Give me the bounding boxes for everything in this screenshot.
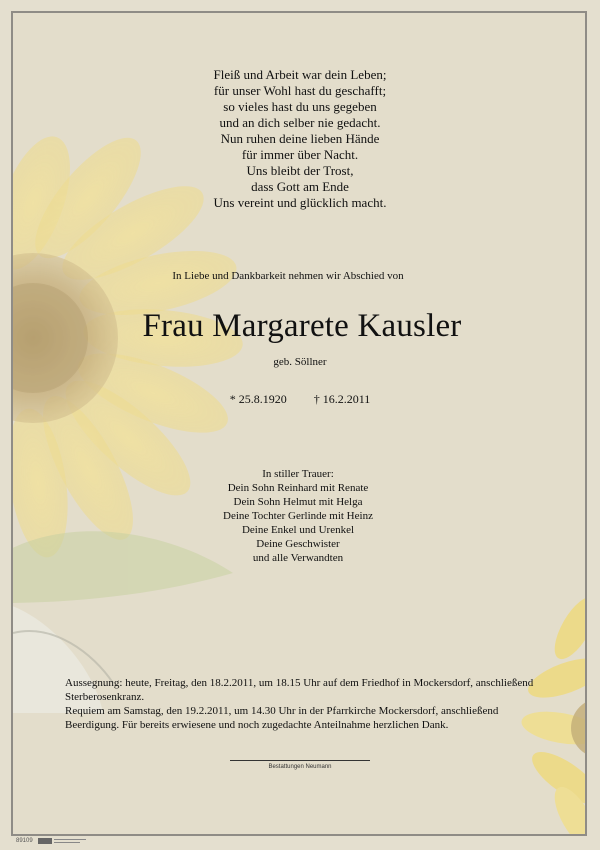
- life-dates: [0, 392, 600, 407]
- poem-line: dass Gott am Ende: [251, 179, 349, 194]
- mourner-item: Deine Geschwister: [256, 538, 340, 550]
- footer-code: 89109: [16, 838, 33, 844]
- deceased-name: Frau Margarete Kausler: [142, 308, 462, 344]
- poem-line: Fleiß und Arbeit war dein Leben;: [213, 67, 387, 82]
- birth-date: * 25.8.1920: [229, 392, 287, 406]
- farewell-intro: In Liebe und Dankbarkeit nehmen wir Abschied von: [172, 270, 404, 282]
- poem-line: für unser Wohl hast du geschafft;: [213, 83, 387, 98]
- mourner-item: und alle Verwandten: [252, 552, 344, 564]
- mourner-item: Deine Tochter Gerlinde mit Heinz: [223, 510, 373, 522]
- undertaker-name: Bestattungen Neumann: [268, 764, 332, 770]
- mourner-item: Dein Sohn Helmut mit Helga: [233, 496, 363, 508]
- publisher-logo-icon: [38, 837, 88, 845]
- service-details: [65, 676, 545, 732]
- poem-line: und an dich selber nie gedacht.: [219, 115, 381, 130]
- poem-line: so vieles hast du uns gegeben: [223, 99, 377, 114]
- blessing-info: Aussegnung: heute, Freitag, den 18.2.2011, um 18.15 Uhr auf dem Friedhof in Mockersdorf, anschließend Sterberosenkranz.: [65, 677, 534, 703]
- mourners-heading: In stiller Trauer:: [262, 468, 334, 480]
- mourner-item: Deine Enkel und Urenkel: [241, 524, 355, 536]
- signature-line: [230, 760, 370, 761]
- mourners-list: [0, 467, 596, 565]
- poem-line: Nun ruhen deine lieben Hände: [220, 131, 380, 146]
- poem: [0, 67, 600, 211]
- birth-name: geb. Söllner: [273, 356, 327, 368]
- mourner-item: Dein Sohn Reinhard mit Renate: [227, 482, 369, 494]
- death-date: † 16.2.2011: [313, 392, 371, 406]
- poem-line: Uns bleibt der Trost,: [246, 163, 354, 178]
- requiem-info: Requiem am Samstag, den 19.2.2011, um 14.30 Uhr in der Pfarrkirche Mockersdorf, anschließend Beerdigung. Für bereits erwiesene und noch zugedachte Anteilnahme herzlichen Dank.: [65, 705, 499, 731]
- poem-line: Uns vereint und glücklich macht.: [213, 195, 387, 210]
- poem-line: für immer über Nacht.: [241, 147, 359, 162]
